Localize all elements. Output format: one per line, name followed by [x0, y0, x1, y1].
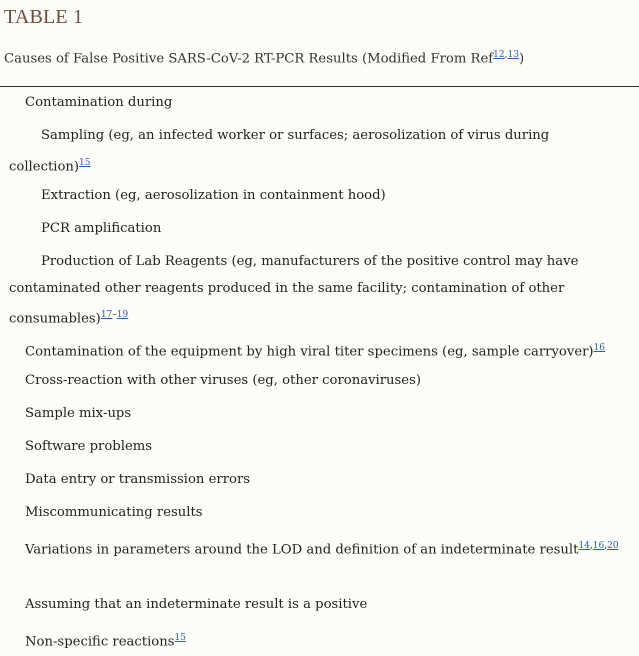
ref-separator: , [604, 541, 608, 551]
row-text: Contamination of the equipment by high viral titer specimens (eg, sample carryover) [25, 344, 594, 360]
table-row [9, 625, 629, 656]
ref-separator: – [112, 310, 117, 320]
ref-link[interactable]: 15 [174, 633, 186, 643]
row-text: Contamination during [25, 95, 173, 110]
caption-refs [493, 50, 519, 60]
row-text: Miscommunicating results [25, 505, 203, 520]
ref-link[interactable]: 19 [116, 310, 129, 320]
table-row [9, 368, 629, 395]
row-text: Non-specific reactions [25, 634, 175, 650]
ref-link[interactable]: 20 [607, 541, 619, 551]
ref-link[interactable]: 17 [100, 310, 113, 320]
ref-link[interactable]: 14 [578, 541, 590, 551]
ref-link[interactable]: 12 [493, 50, 505, 60]
table-row [9, 183, 629, 210]
caption-text: Causes of False Positive SARS-CoV-2 RT-PCR Results (Modified From Ref [4, 51, 494, 67]
table-row [9, 249, 629, 333]
table-title: TABLE 1 [4, 6, 84, 28]
table-top-rule [0, 86, 639, 87]
table-row [9, 335, 629, 366]
row-text: Sample mix-ups [25, 406, 132, 421]
table-row [9, 467, 629, 494]
table-row [9, 90, 629, 117]
row-text: PCR amplification [41, 221, 162, 236]
table-row [9, 216, 629, 243]
row-text: Cross-reaction with other viruses (eg, other coronaviruses) [25, 373, 422, 388]
table-row [9, 592, 629, 619]
row-text: Extraction (eg, aerosolization in containment hood) [41, 188, 386, 203]
row-text: Production of Lab Reagents (eg, manufacturers of the positive control may have contaminated other reagents produced in the same facility; contamination of other consumables) [9, 254, 579, 327]
ref-link[interactable]: 16 [592, 541, 605, 551]
table-caption [4, 50, 524, 66]
table-row [9, 434, 629, 461]
caption-close: ) [518, 51, 525, 67]
row-text: Sampling (eg, an infected worker or surfaces; aerosolization of virus during collection) [9, 128, 550, 174]
ref-link[interactable]: 15 [79, 157, 91, 168]
ref-separator: , [589, 541, 593, 551]
ref-separator: , [504, 50, 508, 60]
row-text: Software problems [25, 439, 153, 454]
ref-link[interactable]: 16 [593, 343, 606, 353]
ref-link[interactable]: 13 [507, 50, 519, 60]
row-text: Variations in parameters around the LOD and definition of an indeterminate result [25, 542, 579, 558]
table-row [9, 500, 629, 527]
row-text: Data entry or transmission errors [25, 472, 251, 487]
row-text: Assuming that an indeterminate result is a positive [25, 597, 368, 612]
table-row [9, 533, 629, 564]
table-row [9, 401, 629, 428]
table-row [9, 123, 629, 180]
